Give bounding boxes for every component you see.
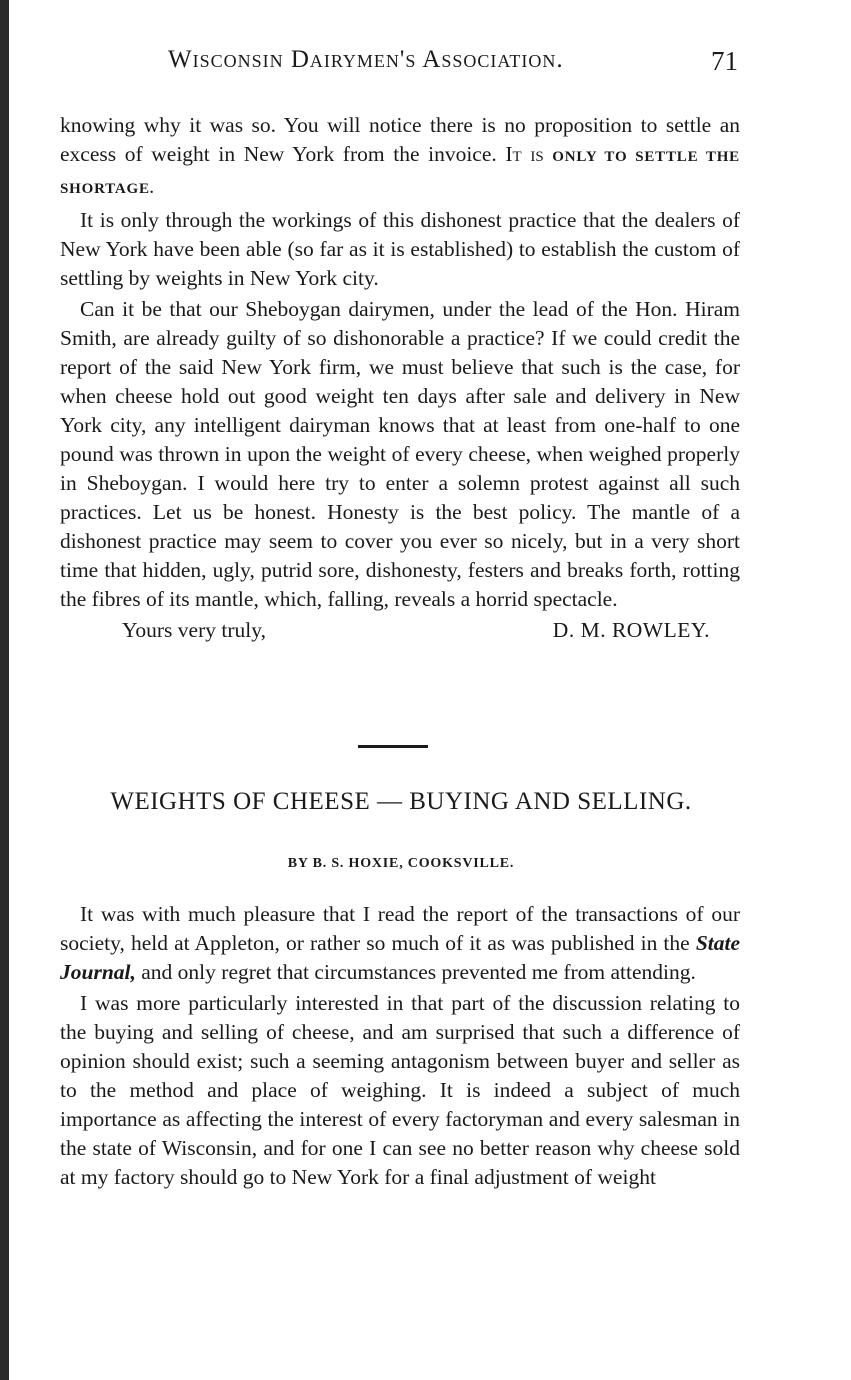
closing: Yours very truly, — [122, 618, 266, 642]
section-divider — [358, 745, 428, 748]
emphasis-lead: It is — [505, 142, 544, 166]
document-page — [56, 0, 746, 1380]
signoff — [60, 616, 740, 648]
paragraph-1-text: knowing why it was so. You will notice there is no proposition to settle an excess of weight in New York from the invoice. — [60, 113, 740, 166]
paragraph-2: It is only through the workings of this dishonest practice that the dealers of New York have been able (so far as it is established) to establish the custom of settling by weights in New York city. — [60, 208, 740, 290]
paragraph-4-before: It was with much pleasure that I read the report of the transactions of our society, held at Appleton, or rather so much of it as was published in the — [60, 902, 740, 955]
article-hoxie — [60, 900, 740, 1192]
article-rowley-letter — [60, 111, 740, 648]
paragraph-5: I was more particularly interested in that part of the discussion relating to the buying and selling of cheese, and am surprised that such a difference of opinion should exist; such a seeming antagonism between buyer and seller as to the method and place of weighing. It is indeed a subject of much importance as affecting the interest of every factoryman and every salesman in the state of Wisconsin, and for one I can see no better reason why cheese sold at my factory should go to New York for a final adjustment of weight — [60, 991, 740, 1189]
running-header — [56, 44, 746, 84]
paragraph-4-after: and only regret that circumstances prevented me from attending. — [141, 960, 696, 984]
journal-name: State Journal, — [60, 931, 741, 984]
section-title: WEIGHTS OF CHEESE — BUYING AND SELLING. — [110, 788, 692, 815]
page-number: 71 — [711, 46, 738, 76]
paragraph-4 — [60, 900, 740, 987]
paragraph-1 — [60, 111, 740, 204]
paragraph-3: Can it be that our Sheboygan dairymen, under the lead of the Hon. Hiram Smith, are already guilty of so dishonorable a practice? If we could credit the report of the said New York firm, we must believe that such is the case, for when cheese hold out good weight ten days after sale and delivery in New York city, any intelligent dairyman knows that at least from one-half to one pound was thrown in upon the weight of every cheese, when weighed properly in Sheboygan. I would here try to enter a solemn protest against all such practices. Let us be honest. Honesty is the best policy. The mantle of a dishonest practice may seem to cover you ever so nicely, but in a very short time that hidden, ugly, putrid sore, dishonesty, festers and breaks forth, rotting the fibres of its mantle, which, falling, reveals a horrid spectacle. — [60, 297, 740, 611]
header-title: Wisconsin Dairymen's Association. — [168, 46, 564, 73]
byline: BY B. S. HOXIE, COOKSVILLE. — [287, 856, 515, 871]
emphasis-shortage: ONLY TO SETTLE THE SHORTAGE. — [60, 149, 740, 197]
page-left-edge — [0, 0, 9, 1380]
signature: D. M. ROWLEY. — [552, 618, 710, 642]
